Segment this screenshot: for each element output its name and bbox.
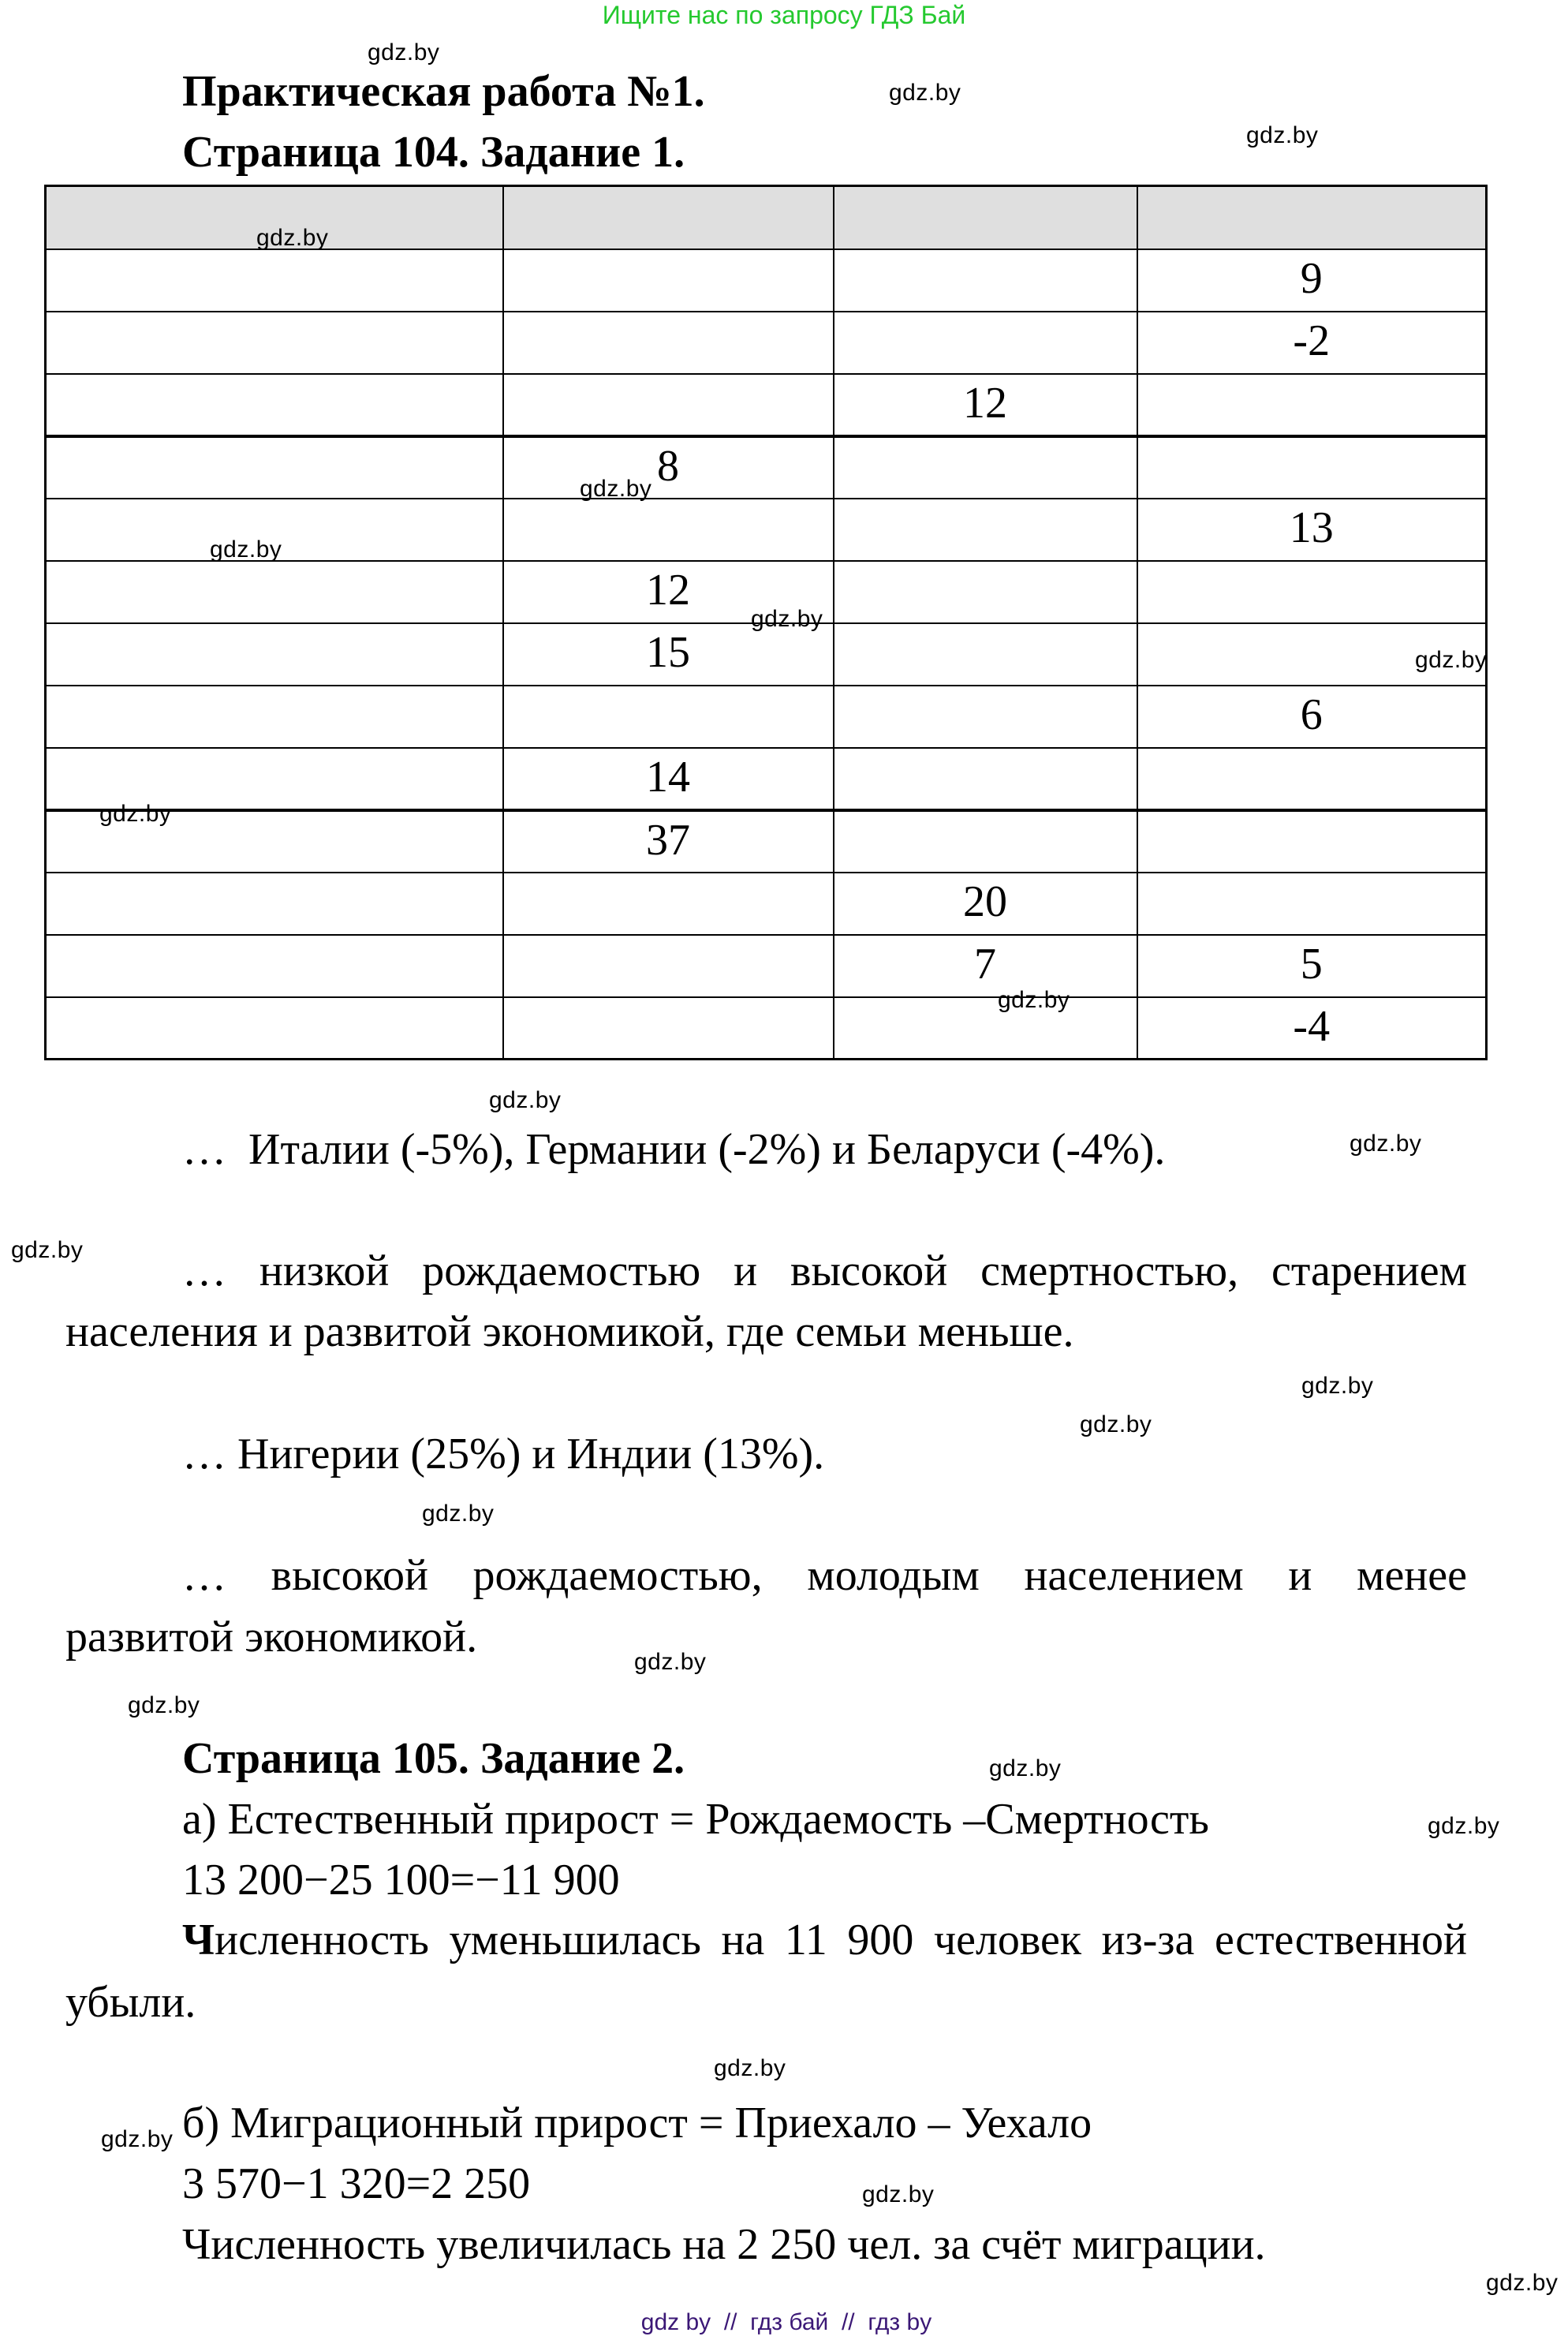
table-cell: 12 [503, 561, 834, 623]
table-cell: 37 [503, 810, 834, 873]
table-cell [46, 873, 503, 935]
table-cell: 14 [503, 748, 834, 810]
watermark: gdz.by [1301, 1373, 1374, 1399]
table-cell [503, 499, 834, 561]
watermark: gdz.by [99, 801, 172, 827]
growth-reason-line1: … высокой рождаемостью, молодым населением и менее [182, 1551, 1467, 1600]
decline-reason-line2: населения и развитой экономикой, где семьи меньше. [65, 1307, 1074, 1356]
table-cell [503, 997, 834, 1060]
table-header-cell [1137, 186, 1487, 249]
task2a-formula: а) Естественный прирост = Рождаемость –Смертность [182, 1795, 1209, 1844]
table-row [46, 312, 1487, 374]
table-cell: 20 [834, 873, 1137, 935]
watermark: gdz.by [422, 1501, 495, 1527]
watermark: gdz.by [1080, 1411, 1152, 1437]
table-cell [46, 623, 503, 686]
table-cell: 8 [503, 436, 834, 499]
table-cell [46, 561, 503, 623]
watermark: gdz.by [998, 987, 1070, 1013]
decline-reason-line1: … низкой рождаемостью и высокой смертностью, старением [182, 1247, 1467, 1295]
table-cell [834, 312, 1137, 374]
table-cell [503, 374, 834, 436]
table-cell [834, 748, 1137, 810]
table-cell [503, 686, 834, 748]
table-cell [46, 436, 503, 499]
table-cell: 7 [834, 935, 1137, 997]
watermark: gdz.by [751, 606, 823, 632]
task2a-conclusion-first-letter: Ч [182, 1916, 215, 1964]
table-cell [503, 249, 834, 312]
table-cell [46, 997, 503, 1060]
table-cell: 9 [1137, 249, 1487, 312]
watermark: gdz.by [634, 1649, 707, 1675]
table-cell [834, 810, 1137, 873]
table-row [46, 623, 1487, 686]
watermark: gdz.by [489, 1087, 562, 1113]
task2-heading: Страница 105. Задание 2. [182, 1734, 685, 1783]
table-header-cell [834, 186, 1137, 249]
footer-brand-text: gdz by // гдз бай // гдз by [640, 2309, 932, 2335]
table-cell [834, 686, 1137, 748]
table-cell [834, 561, 1137, 623]
table-cell [503, 873, 834, 935]
watermark: gdz.by [1415, 647, 1488, 673]
table-cell: 6 [1137, 686, 1487, 748]
watermark: gdz.by [862, 2181, 935, 2207]
growth-countries-text: … Нигерии (25%) и Индии (13%). [182, 1430, 825, 1478]
table-cell: -2 [1137, 312, 1487, 374]
watermark: gdz.by [210, 536, 282, 563]
table-cell: 15 [503, 623, 834, 686]
decline-countries-text: … Италии (-5%), Германии (-2%) и Беларуси (-4%). [182, 1125, 1166, 1174]
watermark: gdz.by [580, 476, 652, 502]
table-cell [46, 935, 503, 997]
table-row [46, 935, 1487, 997]
table-cell [834, 623, 1137, 686]
table-row [46, 997, 1487, 1060]
growth-reason-line2: развитой экономикой. [65, 1613, 478, 1662]
table-row [46, 810, 1487, 873]
table-cell [503, 935, 834, 997]
table-cell [834, 249, 1137, 312]
task2b-formula: б) Миграционный прирост = Приехало – Уехало [182, 2099, 1092, 2147]
table-cell: -4 [1137, 997, 1487, 1060]
watermark: gdz.by [1428, 1813, 1500, 1839]
table-row [46, 686, 1487, 748]
watermark: gdz.by [1246, 122, 1319, 148]
table-cell [46, 686, 503, 748]
watermark: gdz.by [128, 1692, 200, 1718]
table-cell: 12 [834, 374, 1137, 436]
table-cell: 13 [1137, 499, 1487, 561]
table-header-cell [503, 186, 834, 249]
table-cell [834, 436, 1137, 499]
watermark: gdz.by [889, 80, 961, 106]
watermark: gdz.by [989, 1755, 1062, 1781]
table-cell [1137, 374, 1487, 436]
table-cell [1137, 873, 1487, 935]
watermark: gdz.by [11, 1237, 84, 1263]
task2b-calculation: 3 570−1 320=2 250 [182, 2159, 531, 2208]
watermark: gdz.by [101, 2126, 174, 2152]
page-title: Практическая работа №1. [182, 67, 705, 116]
table-cell [46, 249, 503, 312]
table-row [46, 249, 1487, 312]
table-cell [46, 312, 503, 374]
watermark: gdz.by [1350, 1131, 1422, 1157]
table-cell [1137, 436, 1487, 499]
task1-heading: Страница 104. Задание 1. [182, 128, 685, 177]
task2b-conclusion: Численность увеличилась на 2 250 чел. за счёт миграции. [182, 2220, 1266, 2269]
table-row [46, 873, 1487, 935]
watermark: gdz.by [714, 2055, 786, 2081]
table-cell: 5 [1137, 935, 1487, 997]
table-cell [834, 997, 1137, 1060]
watermark: gdz.by [1486, 2270, 1559, 2296]
table-row [46, 436, 1487, 499]
task2a-conclusion-line1 [182, 1918, 1467, 1962]
table-row [46, 748, 1487, 810]
table-cell [503, 312, 834, 374]
table-cell [1137, 748, 1487, 810]
table-row [46, 374, 1487, 436]
search-banner: Ищите нас по запросу ГДЗ Бай [602, 1, 966, 29]
task2a-calculation: 13 200−25 100=−11 900 [182, 1856, 620, 1905]
table-cell [46, 374, 503, 436]
watermark: gdz.by [368, 39, 440, 65]
table-cell [834, 499, 1137, 561]
task2a-conclusion-rest: исленность уменьшилась на 11 900 человек из-за естественной [215, 1916, 1467, 1964]
table-cell [1137, 810, 1487, 873]
task2a-conclusion-line2: убыли. [65, 1978, 196, 2027]
table-cell [1137, 561, 1487, 623]
watermark: gdz.by [256, 225, 329, 251]
